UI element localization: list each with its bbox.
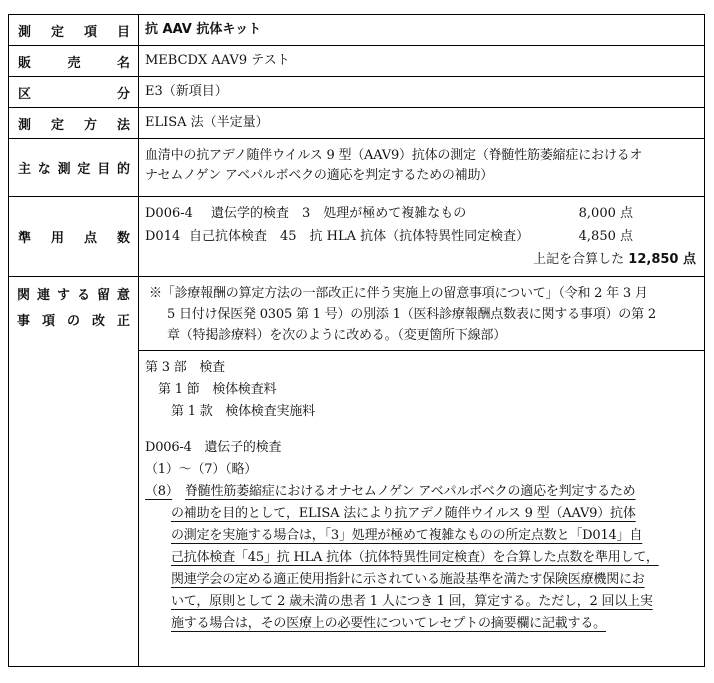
- label-sales-name: 販 売 名: [9, 46, 139, 77]
- points-total: 上記を合算した 12,850 点: [533, 252, 696, 267]
- value-points: [139, 197, 705, 277]
- label-purpose: 主 な 測 定 目 的: [9, 139, 139, 197]
- related-body: 第 3 部 検査 第 1 節 検体検査料 第 1 款 検体検査実施料 D006-4 遺伝子的検査 （1）～（7）（略） （8） 脊髄性筋萎縮症におけるオナセムノゲン アベパルボベクの適応を判定するため の補助を目的として，ELISA 法により抗アデノ随伴ウイルス 9 型（AAV9）抗体 の測定を実施する場合は，「3」処理が極めて複雑なものの所定点数と「D014」自 己抗体検査「45」抗 HLA 抗体（抗体特異性同定検査）を合算した点数を準用して， 関連学会の定める適正使用指針に示されている施設基準を満たす保険医療機関にお いて，原則として 2 歳未満の患者 1 人につき 1 回，算定する。ただし，2 回以上実 施する場合は，その医療上の必要性についてレセプトの摘要欄に記載する。: [139, 351, 705, 667]
- related-note: ※「診療報酬の算定方法の一部改正に伴う実施上の留意事項について」（令和 2 年 3 月 5 日付け保医発 0305 第 1 号）の別添 1（医科診療報酬点数表に関する事項）の第 2 章（特掲診療料）を次のように改める。（変更箇所下線部）: [139, 277, 705, 351]
- label-method: 測 定 方 法: [9, 108, 139, 139]
- row-points: [9, 197, 705, 277]
- purpose-line-1: 血清中の抗アデノ随伴ウイルス 9 型（AAV9）抗体の測定（脊髄性筋萎縮症におけるオ: [145, 148, 643, 163]
- label-points: 準 用 点 数: [9, 197, 139, 277]
- row-category: [9, 77, 705, 108]
- label-measure-item: 測 定 項 目: [9, 15, 139, 46]
- row-purpose: [9, 139, 705, 197]
- info-table: [8, 14, 705, 667]
- row-related-note: [9, 277, 705, 351]
- row-sales-name: [9, 46, 705, 77]
- row-measure-item: [9, 15, 705, 46]
- label-category: 区 分: [9, 77, 139, 108]
- value-method: ELISA 法（半定量）: [139, 108, 705, 139]
- value-measure-item: 抗 AAV 抗体キット: [139, 15, 705, 46]
- points-line-2: D014 自己抗体検査 45 抗 HLA 抗体（抗体特異性同定検査） 4,850 点: [145, 229, 633, 244]
- label-related: 関 連 す る 留 意 事 項 の 改 正: [9, 277, 139, 667]
- value-category: E3（新項目）: [139, 77, 705, 108]
- points-line-1: D006-4 遺伝学的検査 3 処理が極めて複雑なもの 8,000 点: [145, 206, 633, 221]
- document-sheet: [8, 14, 704, 667]
- purpose-line-2: ナセムノゲン アベパルボベクの適応を判定するための補助）: [145, 168, 494, 183]
- points-total-value: 12,850 点: [628, 252, 696, 267]
- amended-item-8: （8） 脊髄性筋萎縮症におけるオナセムノゲン アベパルボベクの適応を判定するため: [145, 484, 636, 499]
- value-sales-name: MEBCDX AAV9 テスト: [139, 46, 705, 77]
- item-8-number: （8）: [145, 484, 173, 499]
- value-purpose: [139, 139, 705, 197]
- row-method: [9, 108, 705, 139]
